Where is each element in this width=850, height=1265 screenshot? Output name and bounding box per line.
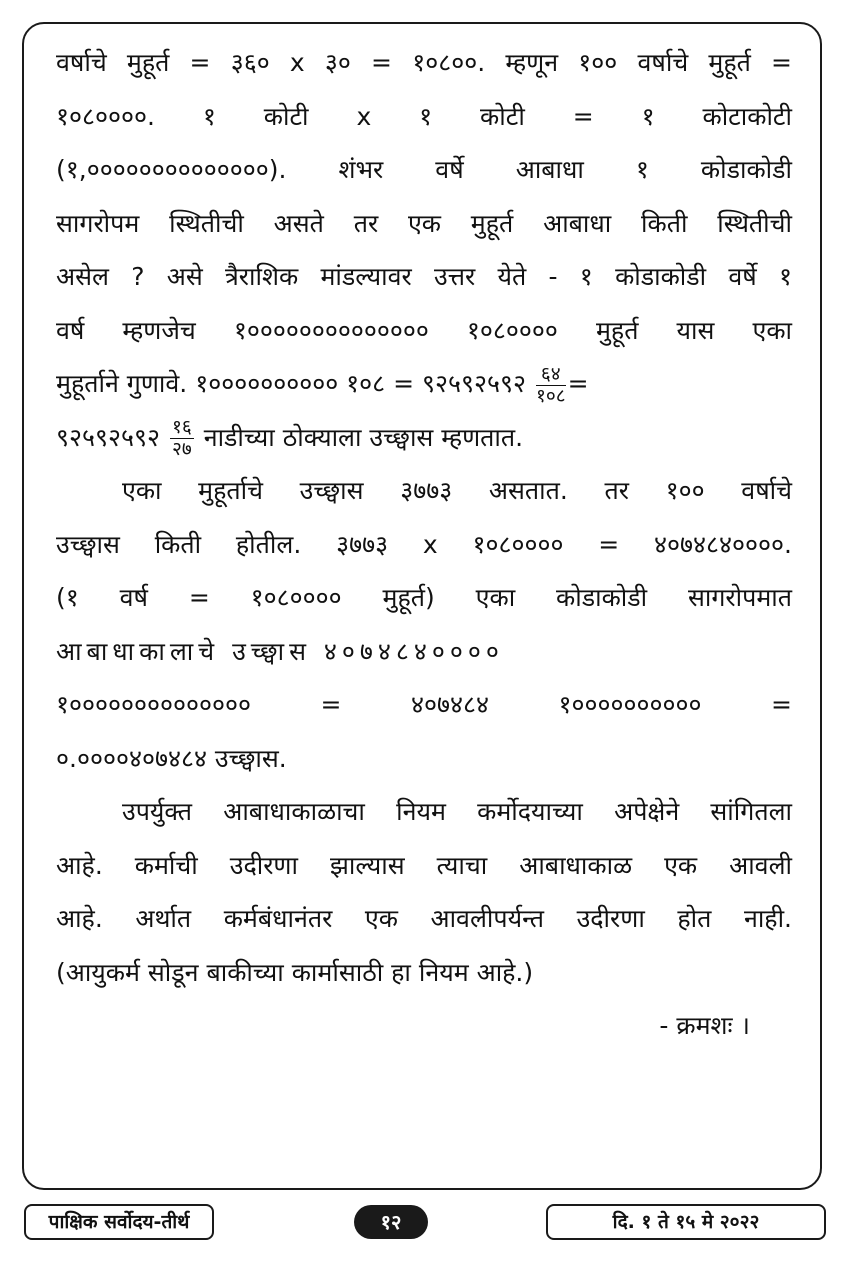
text-line-6: वर्ष म्हणजेच १०००००००००००००० १०८०००० मुहूर्त यास एका (56, 315, 792, 345)
footer-issue-date: दि. १ ते १५ मे २०२२ (546, 1204, 826, 1240)
text-line-16: आहे. कर्माची उदीरणा झाल्यास त्याचा आबाधाकाळ एक आवली (56, 850, 792, 880)
footer-page-number: १२ (354, 1205, 428, 1239)
text-line-10: उच्छ्वास किती होतील. ३७७३ x १०८०००० = ४०७४८४००००. (56, 529, 792, 559)
line-8-lead: ९२५९२५९२ (56, 422, 161, 452)
text-line-15: उपर्युक्त आबाधाकाळाचा नियम कर्मोदयाच्या अपेक्षेने सांगितला (122, 797, 792, 826)
text-line-12: आबाधाकालाचे उच्छ्वास ४०७४८४०००० (56, 636, 504, 666)
line-7-tail: = (567, 369, 589, 398)
text-line-3: (१,००००००००००००००). शंभर वर्षे आबाधा १ कोडाकोडी (56, 155, 792, 184)
text-line-7 (56, 357, 792, 411)
fraction-numerator: ६४ (536, 365, 566, 386)
fraction-16-27 (170, 418, 194, 459)
line-7-text: मुहूर्ताने गुणावे. १०००००००००० १०८ = ९२५९२५९२ (56, 369, 526, 398)
text-line-9: एका मुहूर्ताचे उच्छ्वास ३७७३ असतात. तर १०० वर्षाचे (122, 476, 792, 505)
text-line-18: (आयुकर्म सोडून बाकीच्या कार्मासाठी हा नियम आहे.) (56, 957, 534, 987)
footer-publication-name: पाक्षिक सर्वोदय-तीर्थ (24, 1204, 214, 1240)
closing-note: - क्रमशः । (659, 1011, 750, 1040)
line-8-text: नाडीच्या ठोक्याला उच्छ्वास म्हणतात. (203, 422, 524, 452)
text-line-8 (56, 411, 792, 465)
fraction-denominator: २७ (171, 438, 192, 460)
text-line-2: १०८००००. १ कोटी x १ कोटी = १ कोटाकोटी (56, 101, 792, 131)
body-text (56, 36, 792, 1053)
text-line-13: १०००००००००००००० = ४०७४८४ १०००००००००० = (56, 690, 792, 719)
fraction-denominator: १०८ (535, 384, 566, 407)
fraction-numerator: १६ (171, 416, 192, 438)
text-line-1: वर्षाचे मुहूर्त = ३६० x ३० = १०८००. म्हणून १०० वर्षाचे मुहूर्त = (56, 48, 792, 77)
text-line-17: आहे. अर्थात कर्मबंधानंतर एक आवलीपर्यन्त उदीरणा होत नाही. (56, 904, 792, 933)
fraction-64-108 (535, 362, 566, 407)
text-line-5: असेल ? असे त्रैराशिक मांडल्यावर उत्तर येते - १ कोडाकोडी वर्षे १ (56, 262, 792, 291)
text-line-14: ०.००००४०७४८४ उच्छ्वास. (56, 743, 287, 773)
text-line-11: (१ वर्ष = १०८०००० मुहूर्त) एका कोडाकोडी सागरोपमात (56, 583, 792, 612)
text-line-4: सागरोपम स्थितीची असते तर एक मुहूर्त आबाधा किती स्थितीची (56, 208, 792, 238)
